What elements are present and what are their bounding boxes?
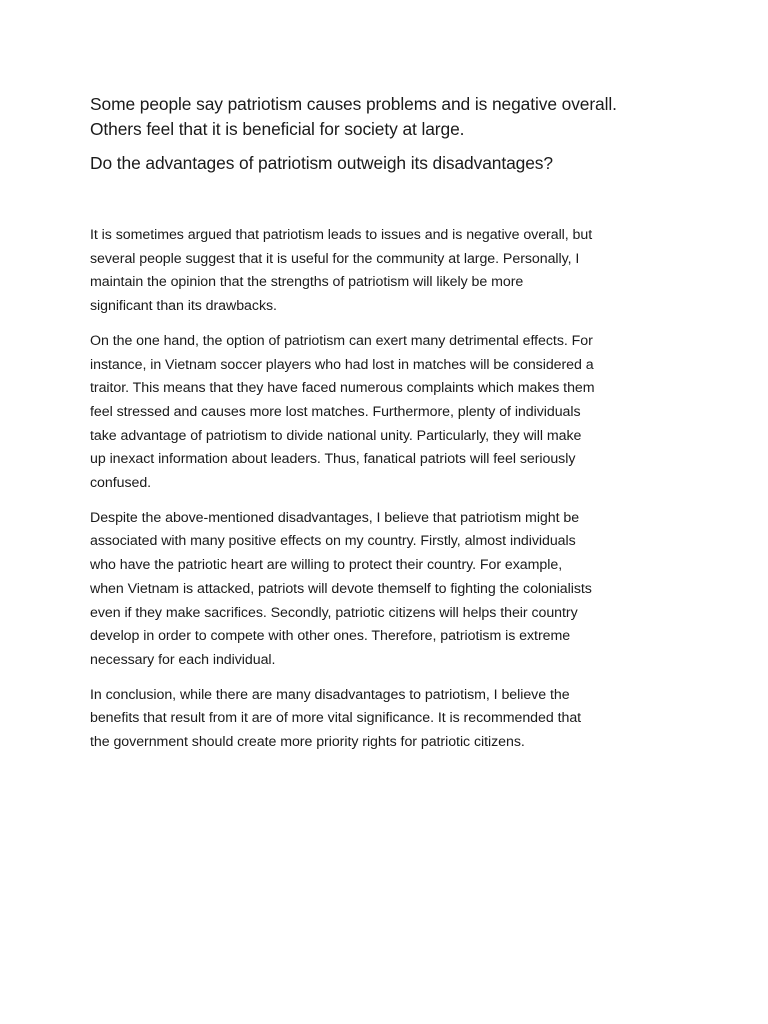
document-page xyxy=(90,92,690,766)
text-line: On the one hand, the option of patriotism can exert many detrimental effects. For xyxy=(90,332,593,349)
text-line: even if they make sacrifices. Secondly, patriotic citizens will helps their country xyxy=(90,604,578,621)
essay-prompt xyxy=(90,92,690,176)
paragraph-advantages xyxy=(90,507,690,673)
text-line: necessary for each individual. xyxy=(90,651,276,668)
paragraph-conclusion xyxy=(90,684,690,755)
prompt-line: Others feel that it is beneficial for society at large. xyxy=(90,119,465,139)
text-line: take advantage of patriotism to divide national unity. Particularly, they will make xyxy=(90,427,582,444)
text-line: up inexact information about leaders. Thus, fanatical patriots will feel seriously xyxy=(90,451,576,468)
text-line: traitor. This means that they have faced numerous complaints which makes them xyxy=(90,380,595,397)
paragraph-disadvantages xyxy=(90,330,690,496)
prompt-line: Some people say patriotism causes problems and is negative overall. xyxy=(90,94,617,114)
text-line: Despite the above-mentioned disadvantages, I believe that patriotism might be xyxy=(90,509,580,526)
text-line: feel stressed and causes more lost matches. Furthermore, plenty of individuals xyxy=(90,403,581,420)
text-line: the government should create more priority rights for patriotic citizens. xyxy=(90,734,525,751)
text-line: develop in order to compete with other ones. Therefore, patriotism is extreme xyxy=(90,628,571,645)
paragraph-introduction xyxy=(90,224,690,319)
text-line: In conclusion, while there are many disadvantages to patriotism, I believe the xyxy=(90,686,570,703)
text-line: It is sometimes argued that patriotism leads to issues and is negative overall, but xyxy=(90,227,593,243)
text-line: confused. xyxy=(90,475,152,492)
text-line: significant than its drawbacks. xyxy=(90,298,277,315)
prompt-question: Do the advantages of patriotism outweigh its disadvantages? xyxy=(90,153,553,173)
text-line: associated with many positive effects on my country. Firstly, almost individuals xyxy=(90,533,576,550)
text-line: several people suggest that it is useful for the community at large. Personally, I xyxy=(90,250,580,267)
essay-body xyxy=(90,224,690,755)
text-line: who have the patriotic heart are willing to protect their country. For example, xyxy=(90,557,563,574)
text-line: maintain the opinion that the strengths of patriotism will likely be more xyxy=(90,274,524,291)
text-line: when Vietnam is attacked, patriots will devote themself to fighting the colonialists xyxy=(90,580,592,597)
text-line: instance, in Vietnam soccer players who had lost in matches will be considered a xyxy=(90,356,594,373)
text-line: benefits that result from it are of more vital significance. It is recommended that xyxy=(90,710,582,727)
